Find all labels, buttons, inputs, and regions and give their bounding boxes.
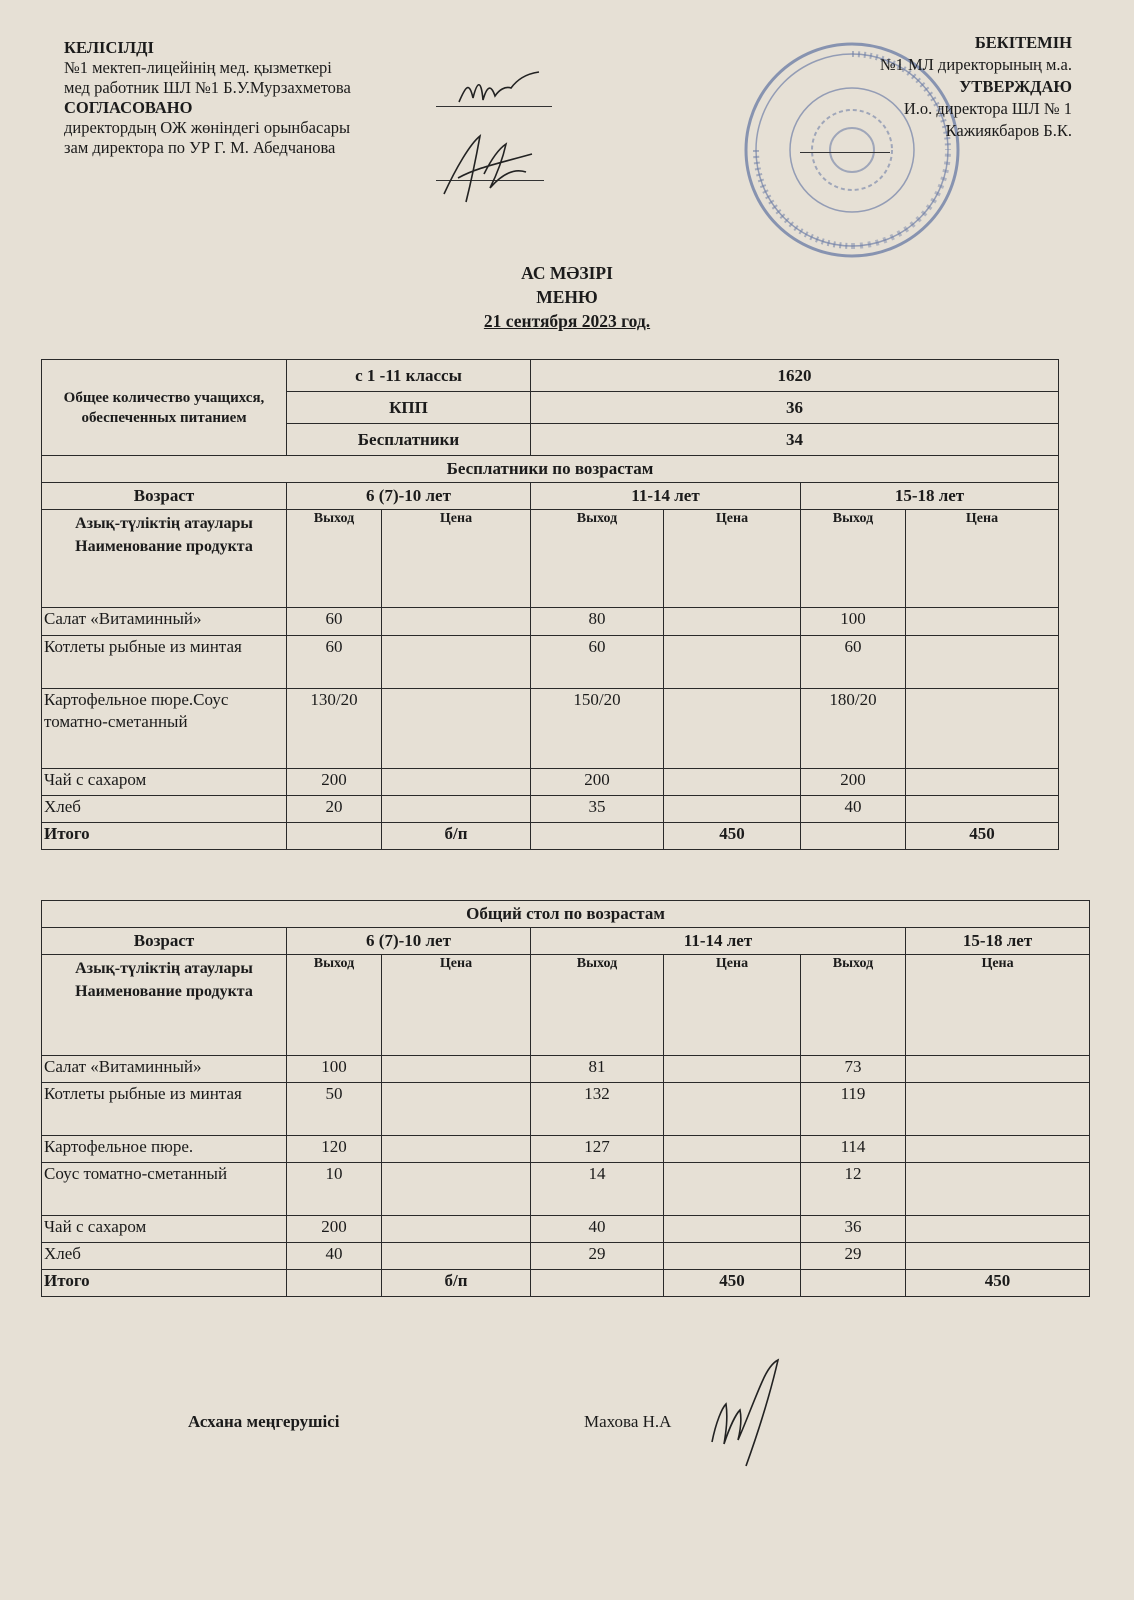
age-label: Возраст [42,928,287,955]
table-row [42,1243,1090,1270]
director-line-ru: И.о. директора ШЛ № 1 [903,99,1072,118]
out-value: 73 [801,1056,906,1083]
price-header: Цена [906,510,1059,608]
section-title: Общий стол по возрастам [42,901,1090,928]
summary-row-value: 36 [531,392,1059,424]
out-value: 40 [287,1243,382,1270]
out-value: 119 [801,1083,906,1136]
out-value: 132 [531,1083,664,1136]
out-value: 60 [287,636,382,689]
age-label: Возраст [42,483,287,510]
product-name: Салат «Витаминный» [42,608,287,636]
approve-kz: БЕКІТЕМІН [974,33,1072,52]
age-group: 15-18 лет [906,928,1090,955]
table-row [42,769,1059,796]
signature-line-3 [800,152,890,153]
total-price: 450 [906,823,1059,850]
total-price: б/п [382,823,531,850]
header-left [64,38,351,158]
header-right [880,32,1072,142]
price-header: Цена [906,955,1090,1056]
out-value: 60 [287,608,382,636]
total-price: 450 [906,1270,1090,1297]
out-value: 127 [531,1136,664,1163]
table-free-meals [41,359,1059,850]
product-name: Картофельное пюре.Соус томатно-сметанный [42,689,287,769]
signature-canteen-head [706,1356,786,1472]
signature-deputy [436,128,546,206]
out-value: 200 [531,769,664,796]
out-header: Выход [287,955,382,1056]
agreed-kz: КЕЛІСІЛДІ [64,38,154,57]
out-value: 10 [287,1163,382,1216]
age-group: 11-14 лет [531,928,906,955]
total-price: 450 [664,1270,801,1297]
out-header: Выход [531,955,664,1056]
total-label: Итого [42,1270,287,1297]
out-value: 180/20 [801,689,906,769]
approve-ru: УТВЕРЖДАЮ [959,77,1072,96]
product-name: Картофельное пюре. [42,1136,287,1163]
out-header: Выход [801,955,906,1056]
age-group: 15-18 лет [801,483,1059,510]
out-value: 40 [531,1216,664,1243]
out-value: 150/20 [531,689,664,769]
product-name: Котлеты рыбные из минтая [42,636,287,689]
out-value: 40 [801,796,906,823]
table-row [42,1136,1090,1163]
canteen-head-role: Асхана меңгерушісі [188,1412,340,1431]
price-header: Цена [382,955,531,1056]
menu-date: 21 сентября 2023 год. [483,311,651,331]
out-value: 29 [531,1243,664,1270]
table-row [42,608,1059,636]
director-name: Кажиякбаров Б.К. [945,121,1072,140]
canteen-head-name: Махова Н.А [584,1412,672,1431]
menu-title-kz: АС МӘЗІРІ [521,263,613,283]
med-worker-line-ru: мед работник ШЛ №1 Б.У.Мурзахметова [64,78,351,97]
agreed-ru: СОГЛАСОВАНО [64,98,193,117]
out-value: 114 [801,1136,906,1163]
total-row [42,823,1059,850]
out-value: 60 [531,636,664,689]
out-header: Выход [287,510,382,608]
out-value: 200 [287,769,382,796]
age-group: 11-14 лет [531,483,801,510]
out-header: Выход [801,510,906,608]
out-value: 36 [801,1216,906,1243]
out-value: 80 [531,608,664,636]
summary-row-value: 34 [531,424,1059,456]
product-name: Хлеб [42,796,287,823]
product-name: Хлеб [42,1243,287,1270]
table-row [42,796,1059,823]
table-row [42,1083,1090,1136]
out-value: 200 [801,769,906,796]
out-value: 35 [531,796,664,823]
table-general-meals [41,900,1090,1297]
total-row [42,1270,1090,1297]
signature-med-worker [455,68,545,110]
out-value: 50 [287,1083,382,1136]
deputy-line-ru: зам директора по УР Г. М. Абедчанова [64,138,336,157]
out-value: 120 [287,1136,382,1163]
table-row [42,689,1059,769]
table-row [42,1056,1090,1083]
out-header: Выход [531,510,664,608]
summary-row-label: с 1 -11 классы [287,360,531,392]
out-value: 60 [801,636,906,689]
out-value: 29 [801,1243,906,1270]
product-header: Азық-түліктің атаулары Наименование продукта [42,510,287,608]
price-header: Цена [382,510,531,608]
summary-row-label: Бесплатники [287,424,531,456]
product-name: Чай с сахаром [42,769,287,796]
out-value: 20 [287,796,382,823]
summary-row-value: 1620 [531,360,1059,392]
product-header: Азық-түліктің атаулары Наименование продукта [42,955,287,1056]
table-row [42,1163,1090,1216]
product-name: Котлеты рыбные из минтая [42,1083,287,1136]
menu-title-ru: МЕНЮ [536,287,598,307]
out-value: 100 [287,1056,382,1083]
total-label: Итого [42,823,287,850]
age-group: 6 (7)-10 лет [287,928,531,955]
out-value: 200 [287,1216,382,1243]
table-row [42,636,1059,689]
out-value: 12 [801,1163,906,1216]
product-name: Чай с сахаром [42,1216,287,1243]
price-header: Цена [664,510,801,608]
menu-date-wrap [0,310,1134,332]
summary-row-label: КПП [287,392,531,424]
section-title: Бесплатники по возрастам [42,456,1059,483]
deputy-line-kz: директордың ОЖ жөніндегі орынбасары [64,118,351,137]
total-price: 450 [664,823,801,850]
med-worker-line-kz: №1 мектеп-лицейінің мед. қызметкері [64,58,332,77]
price-header: Цена [664,955,801,1056]
out-value: 14 [531,1163,664,1216]
out-value: 81 [531,1056,664,1083]
director-line-kz: №1 МЛ директорының м.а. [879,55,1072,74]
product-name: Салат «Витаминный» [42,1056,287,1083]
age-group: 6 (7)-10 лет [287,483,531,510]
table-row [42,1216,1090,1243]
summary-label: Общее количество учащихся, обеспеченных питанием [42,360,287,456]
product-name: Соус томатно-сметанный [42,1163,287,1216]
out-value: 130/20 [287,689,382,769]
total-price: б/п [382,1270,531,1297]
out-value: 100 [801,608,906,636]
